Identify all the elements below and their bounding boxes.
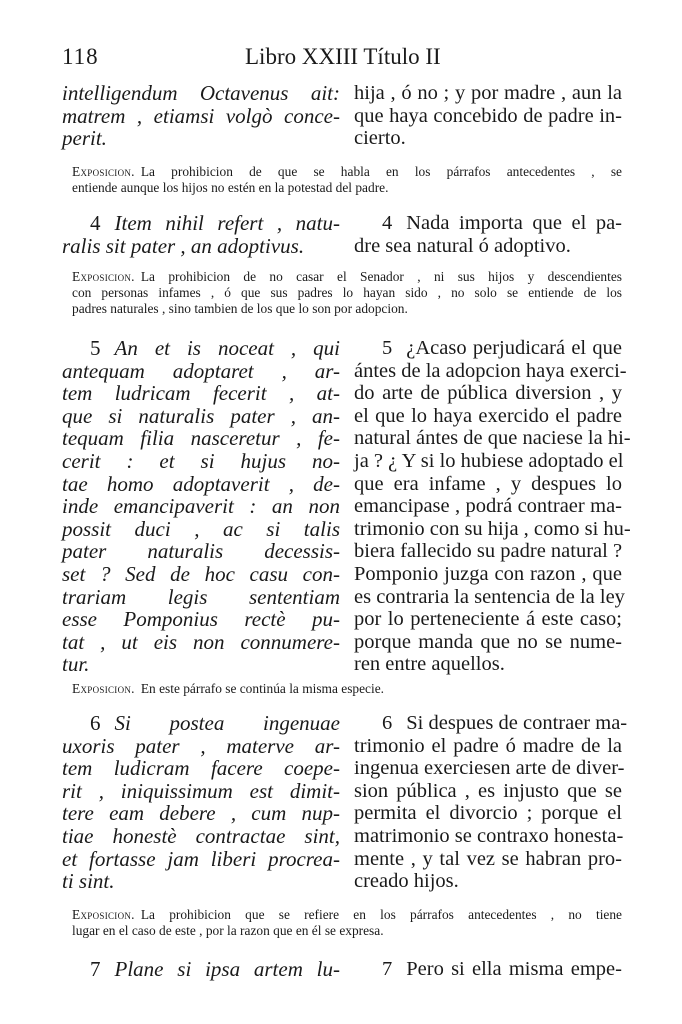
paragraph-pair-6 <box>62 711 628 897</box>
latin-column <box>62 212 340 257</box>
exposition-label: Exposicion. <box>72 269 135 284</box>
spanish-line: matrimonio se contraxo honesta- <box>354 824 624 847</box>
spanish-line: porque manda que no se nume- <box>354 630 622 653</box>
spanish-column <box>354 958 622 981</box>
latin-line: tequam filia nasceretur , fe- <box>62 426 340 451</box>
paragraph-number: 5 <box>382 337 393 359</box>
latin-line: tae homo adoptaverit , de- <box>62 471 340 496</box>
latin-line: antequam adoptaret , ar- <box>62 358 340 383</box>
exposition-note <box>72 269 622 317</box>
spanish-line: trimonio el padre ó madre de la <box>354 734 622 757</box>
latin-line: intelligendum Octavenus ait: <box>62 81 340 105</box>
spanish-line: es contraria la sentencia de la ley <box>354 585 625 608</box>
spanish-line: mente , y tal vez se habran pro- <box>354 847 622 870</box>
latin-line: possit duci , ac si talis <box>62 516 340 541</box>
latin-line: Si postea ingenuae <box>114 711 340 735</box>
spanish-line: por lo perteneciente á este caso; <box>354 608 622 631</box>
exposition-note <box>72 681 622 697</box>
spanish-line: permita el divorcio ; porque el <box>354 802 622 825</box>
paragraph-pair-7 <box>62 958 622 988</box>
page-number: 118 <box>62 44 99 69</box>
latin-line: perit. <box>62 126 107 151</box>
spanish-line: ántes de la adopcion haya exerci- <box>354 359 627 382</box>
latin-line: et fortasse jam liberi procrea- <box>62 846 340 871</box>
latin-line: tat , ut eis non connumere- <box>62 629 340 654</box>
spanish-line: ingenua exerciesen arte de diver- <box>354 757 625 780</box>
spanish-line: sion pública , es injusto que se <box>354 779 622 802</box>
spanish-line: natural ántes de que naciese la hi- <box>354 427 631 450</box>
exposition-note <box>72 164 622 196</box>
paragraph-number: 4 <box>90 211 101 235</box>
exposition-text: entiende aunque los hijos no estén en la potestad del padre. <box>72 180 389 195</box>
latin-line: ti sint. <box>62 869 115 894</box>
exposition-text: padres naturales , sino tambien de los que lo son por adopcion. <box>72 301 408 316</box>
exposition-text: La prohibicion de que se habla en los párrafos antecedentes , se <box>140 164 622 179</box>
latin-column <box>62 82 340 150</box>
paragraph-pair-3-end <box>62 82 622 152</box>
latin-line: set ? Sed de hoc casu con- <box>62 561 340 586</box>
spanish-line: Pero si ella misma empe- <box>406 958 622 980</box>
latin-line: tem ludricam fecerit , at- <box>62 381 340 406</box>
latin-line: matrem , etiamsi volgò conce- <box>62 103 340 128</box>
latin-line: trariam legis sententiam <box>62 584 340 609</box>
spanish-line: Pomponio juzga con razon , que <box>354 562 622 585</box>
spanish-line: dre sea natural ó adoptivo. <box>354 234 571 257</box>
spanish-line: ren entre aquellos. <box>354 653 505 676</box>
spanish-line: el que lo haya exercido el padre <box>354 404 622 427</box>
latin-line: rit , iniquissimum est dimit- <box>62 778 340 803</box>
paragraph-pair-4 <box>62 212 622 262</box>
exposition-label: Exposicion. <box>72 164 135 179</box>
spanish-line: emancipase , podrá contraer ma- <box>354 495 622 518</box>
spanish-line: Nada importa que el pa- <box>406 212 622 234</box>
exposition-text: En este párrafo se continúa la misma especie. <box>140 681 385 696</box>
spanish-line: cierto. <box>354 127 406 150</box>
latin-column <box>62 712 340 893</box>
paragraph-number: 6 <box>90 711 101 735</box>
spanish-line: ¿Acaso perjudicará el que <box>406 337 622 359</box>
paragraph-number: 5 <box>90 336 101 360</box>
latin-line: Item nihil refert , natu- <box>114 211 340 235</box>
latin-line: ralis sit pater , an adoptivus. <box>62 233 305 258</box>
spanish-line: biera fallecido su padre natural ? <box>354 540 623 563</box>
paragraph-number: 6 <box>382 712 393 734</box>
exposition-text: La prohibicion que se refiere en los párrafos antecedentes , no tiene <box>140 907 622 922</box>
exposition-text: La prohibicion de no casar el Senador , ni sus hijos y descendientes <box>140 269 622 284</box>
latin-line: tiae honestè contractae sint, <box>62 823 340 848</box>
latin-line: uxoris pater , materve ar- <box>62 733 340 758</box>
spanish-column <box>354 337 631 676</box>
spanish-line: que haya concebido de padre in- <box>354 104 622 127</box>
latin-column <box>62 337 340 676</box>
paragraph-number: 7 <box>382 958 393 980</box>
latin-line: An et is noceat , qui <box>114 336 340 360</box>
latin-line: tere eam debere , cum nup- <box>62 801 340 826</box>
latin-line: esse Pomponius rectè pu- <box>62 607 340 632</box>
paragraph-pair-5 <box>62 336 631 677</box>
page-header <box>62 44 622 74</box>
spanish-column <box>354 82 622 150</box>
exposition-label: Exposicion. <box>72 907 135 922</box>
spanish-column <box>354 712 628 893</box>
latin-line: cerit : et si hujus no- <box>62 448 340 473</box>
exposition-text: lugar en el caso de este , por la razon que en él se expresa. <box>72 923 384 938</box>
spanish-line: trimonio con su hija , como si hu- <box>354 517 631 540</box>
exposition-note <box>72 907 622 939</box>
spanish-line: ja ? ¿ Y si lo hubiese adoptado el <box>354 449 624 472</box>
spanish-column <box>354 212 622 257</box>
paragraph-number: 4 <box>382 212 393 234</box>
latin-line: Plane si ipsa artem lu- <box>114 957 340 981</box>
spanish-line: do arte de pública diversion , y <box>354 382 622 405</box>
latin-column <box>62 958 340 981</box>
latin-line: pater naturalis decessis- <box>62 539 340 564</box>
paragraph-number: 7 <box>90 957 101 981</box>
exposition-label: Exposicion. <box>72 681 135 696</box>
spanish-line: que era infame , y despues lo <box>354 472 622 495</box>
latin-line: que si naturalis pater , an- <box>62 403 340 428</box>
latin-line: tem ludicram facere coepe- <box>62 756 340 781</box>
latin-line: tur. <box>62 652 90 677</box>
spanish-line: Si despues de contraer ma- <box>406 712 628 734</box>
spanish-line: hija , ó no ; y por madre , aun la <box>354 82 622 104</box>
latin-line: inde emancipaverit : an non <box>62 494 340 519</box>
running-title: Libro XXIII Título II <box>245 44 441 69</box>
spanish-line: creado hijos. <box>354 870 459 893</box>
exposition-text: con personas infames , ó que sus padres lo hayan sido , no solo se entiende de los <box>72 285 622 300</box>
